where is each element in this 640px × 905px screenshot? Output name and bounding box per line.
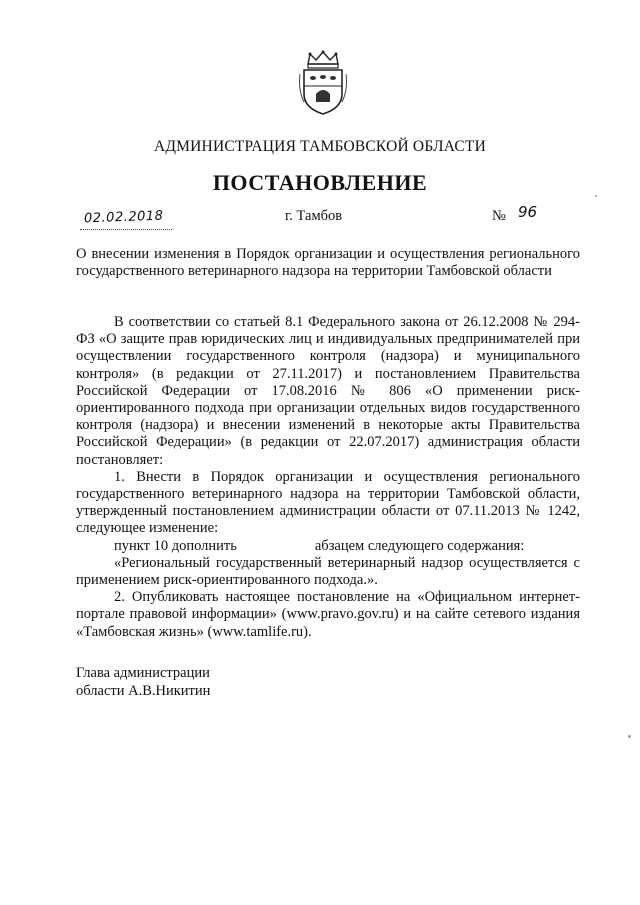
subject-text: О внесении изменения в Порядок организации и осуществления регионального государственного ветеринарного надзора на территории Тамбовской области — [76, 246, 580, 280]
handwritten-date: 02.02.2018 — [83, 208, 164, 227]
item-1-paragraph: 1. Внести в Порядок организации и осуществления регионального государственного ветеринарного надзора на территории Тамбовской области, утвержденный постановлением администрации области от 07.11.2013 № 1242, следующее изменение: — [76, 468, 580, 537]
item-1-point-end: абзацем следующего содержания: — [314, 537, 525, 554]
document-subject — [76, 246, 580, 280]
preamble-paragraph: В соответствии со статьей 8.1 Федерального закона от 26.12.2008 № 294-ФЗ «О защите прав юридических лиц и индивидуальных предпринимателей при осуществлении государственного контроля (надзора) и муниципального контроля» (в редакции от 27.11.2017) и постановлением Правительства Российской Федерации от 17.08.2016 № 806 «О применении риск-ориентированного подхода при организации отдельных видов государственного контроля (надзора) и внесении изменений в некоторые акты Правительства Российской Федерации» (в редакции от 22.07.2017) администрация области постановляет: — [76, 314, 580, 468]
item-1-point-start: пункт 10 дополнить — [114, 537, 237, 554]
coat-of-arms-emblem — [296, 50, 350, 116]
signature-block — [76, 665, 210, 700]
scan-dot — [628, 735, 631, 738]
document-type-title: ПОСТАНОВЛЕНИЕ — [212, 170, 428, 195]
handwritten-number: 96 — [518, 203, 538, 221]
organization-heading: АДМИНИСТРАЦИЯ ТАМБОВСКОЙ ОБЛАСТИ — [154, 138, 486, 155]
date-underline — [80, 229, 172, 230]
item-1-point — [76, 538, 580, 555]
scan-dot — [595, 195, 597, 197]
item-1-quote: «Региональный государственный ветеринарный надзор осуществляется с применением риск-ориентированного подхода.». — [76, 554, 580, 589]
number-label: № — [492, 208, 506, 224]
item-2-paragraph: 2. Опубликовать настоящее постановление на «Официальном интернет-портале правовой информации» (www.pravo.gov.ru) и на сайте сетевого издания «Тамбовская жизнь» (www.tamlife.ru). — [76, 589, 580, 640]
city-label: г. Тамбов — [285, 208, 343, 224]
signature-line-1: Глава администрации — [76, 665, 210, 681]
signature-line-2: области А.В.Никитин — [76, 682, 211, 699]
document-body — [76, 314, 580, 641]
